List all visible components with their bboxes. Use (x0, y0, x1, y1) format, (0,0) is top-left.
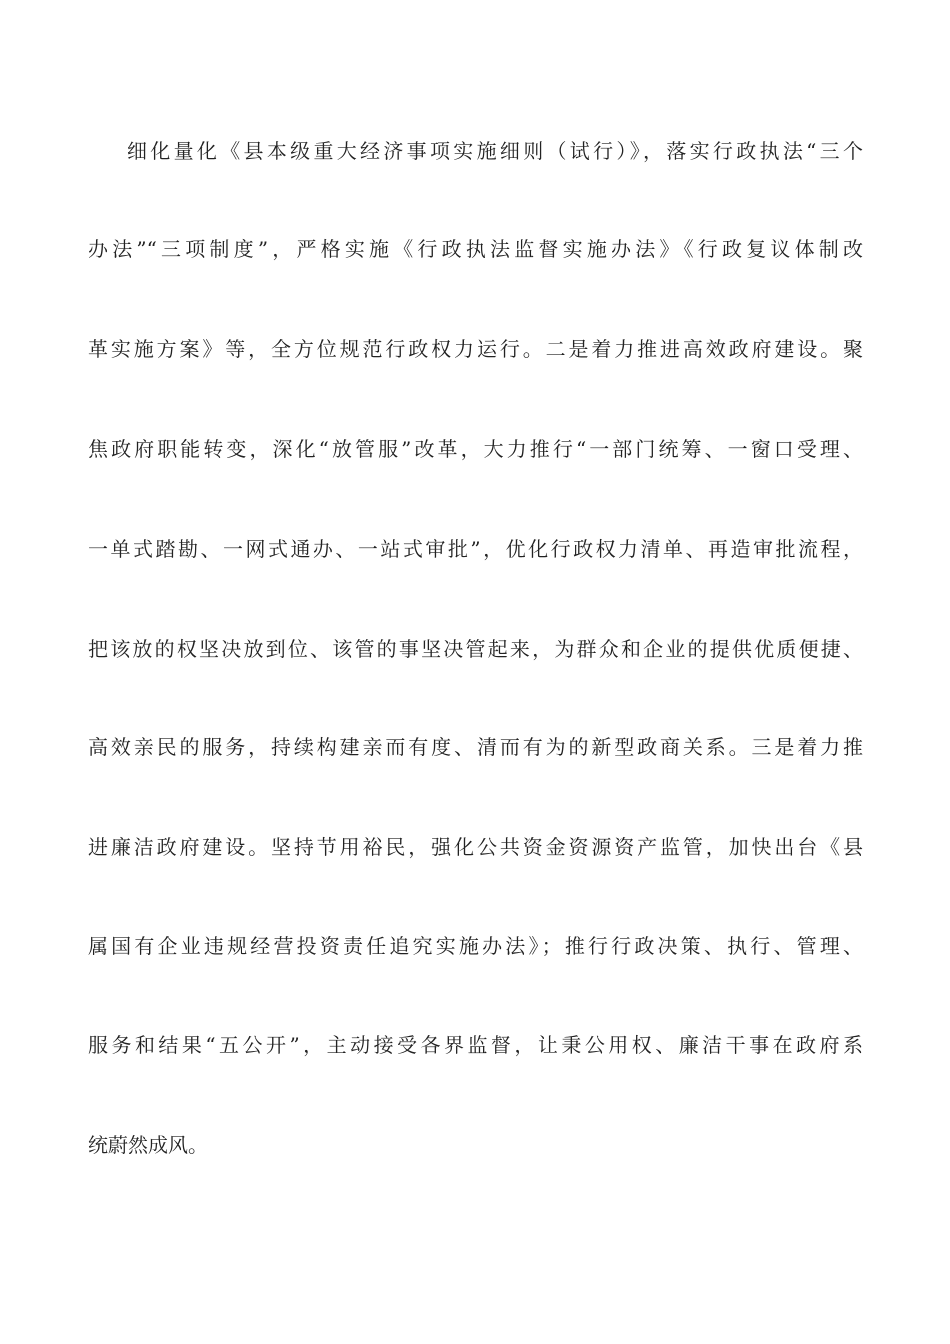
text-line: 细化量化《县本级重大经济事项实施细则（试行）》，落实行政执法“三个 (127, 139, 863, 163)
text-line: 服务和结果“五公开”，主动接受各界监督，让秉公用权、廉洁干事在政府系 (88, 1033, 863, 1057)
text-line: 统蔚然成风。 (88, 1133, 208, 1157)
text-line: 高效亲民的服务，持续构建亲而有度、清而有为的新型政商关系。三是着力推 (88, 735, 863, 759)
text-line: 属国有企业违规经营投资责任追究实施办法》；推行行政决策、执行、管理、 (88, 934, 863, 958)
text-line: 办法”“三项制度”，严格实施《行政执法监督实施办法》《行政复议体制改 (88, 237, 863, 261)
text-line: 革实施方案》等，全方位规范行政权力运行。二是着力推进高效政府建设。聚 (88, 337, 863, 361)
text-line: 一单式踏勘、一网式通办、一站式审批”，优化行政权力清单、再造审批流程， (88, 537, 863, 561)
text-line: 把该放的权坚决放到位、该管的事坚决管起来，为群众和企业的提供优质便捷、 (88, 637, 863, 661)
text-line: 焦政府职能转变，深化“放管服”改革，大力推行“一部门统筹、一窗口受理、 (88, 437, 863, 461)
text-line: 进廉洁政府建设。坚持节用裕民，强化公共资金资源资产监管，加快出台《县 (88, 835, 863, 859)
